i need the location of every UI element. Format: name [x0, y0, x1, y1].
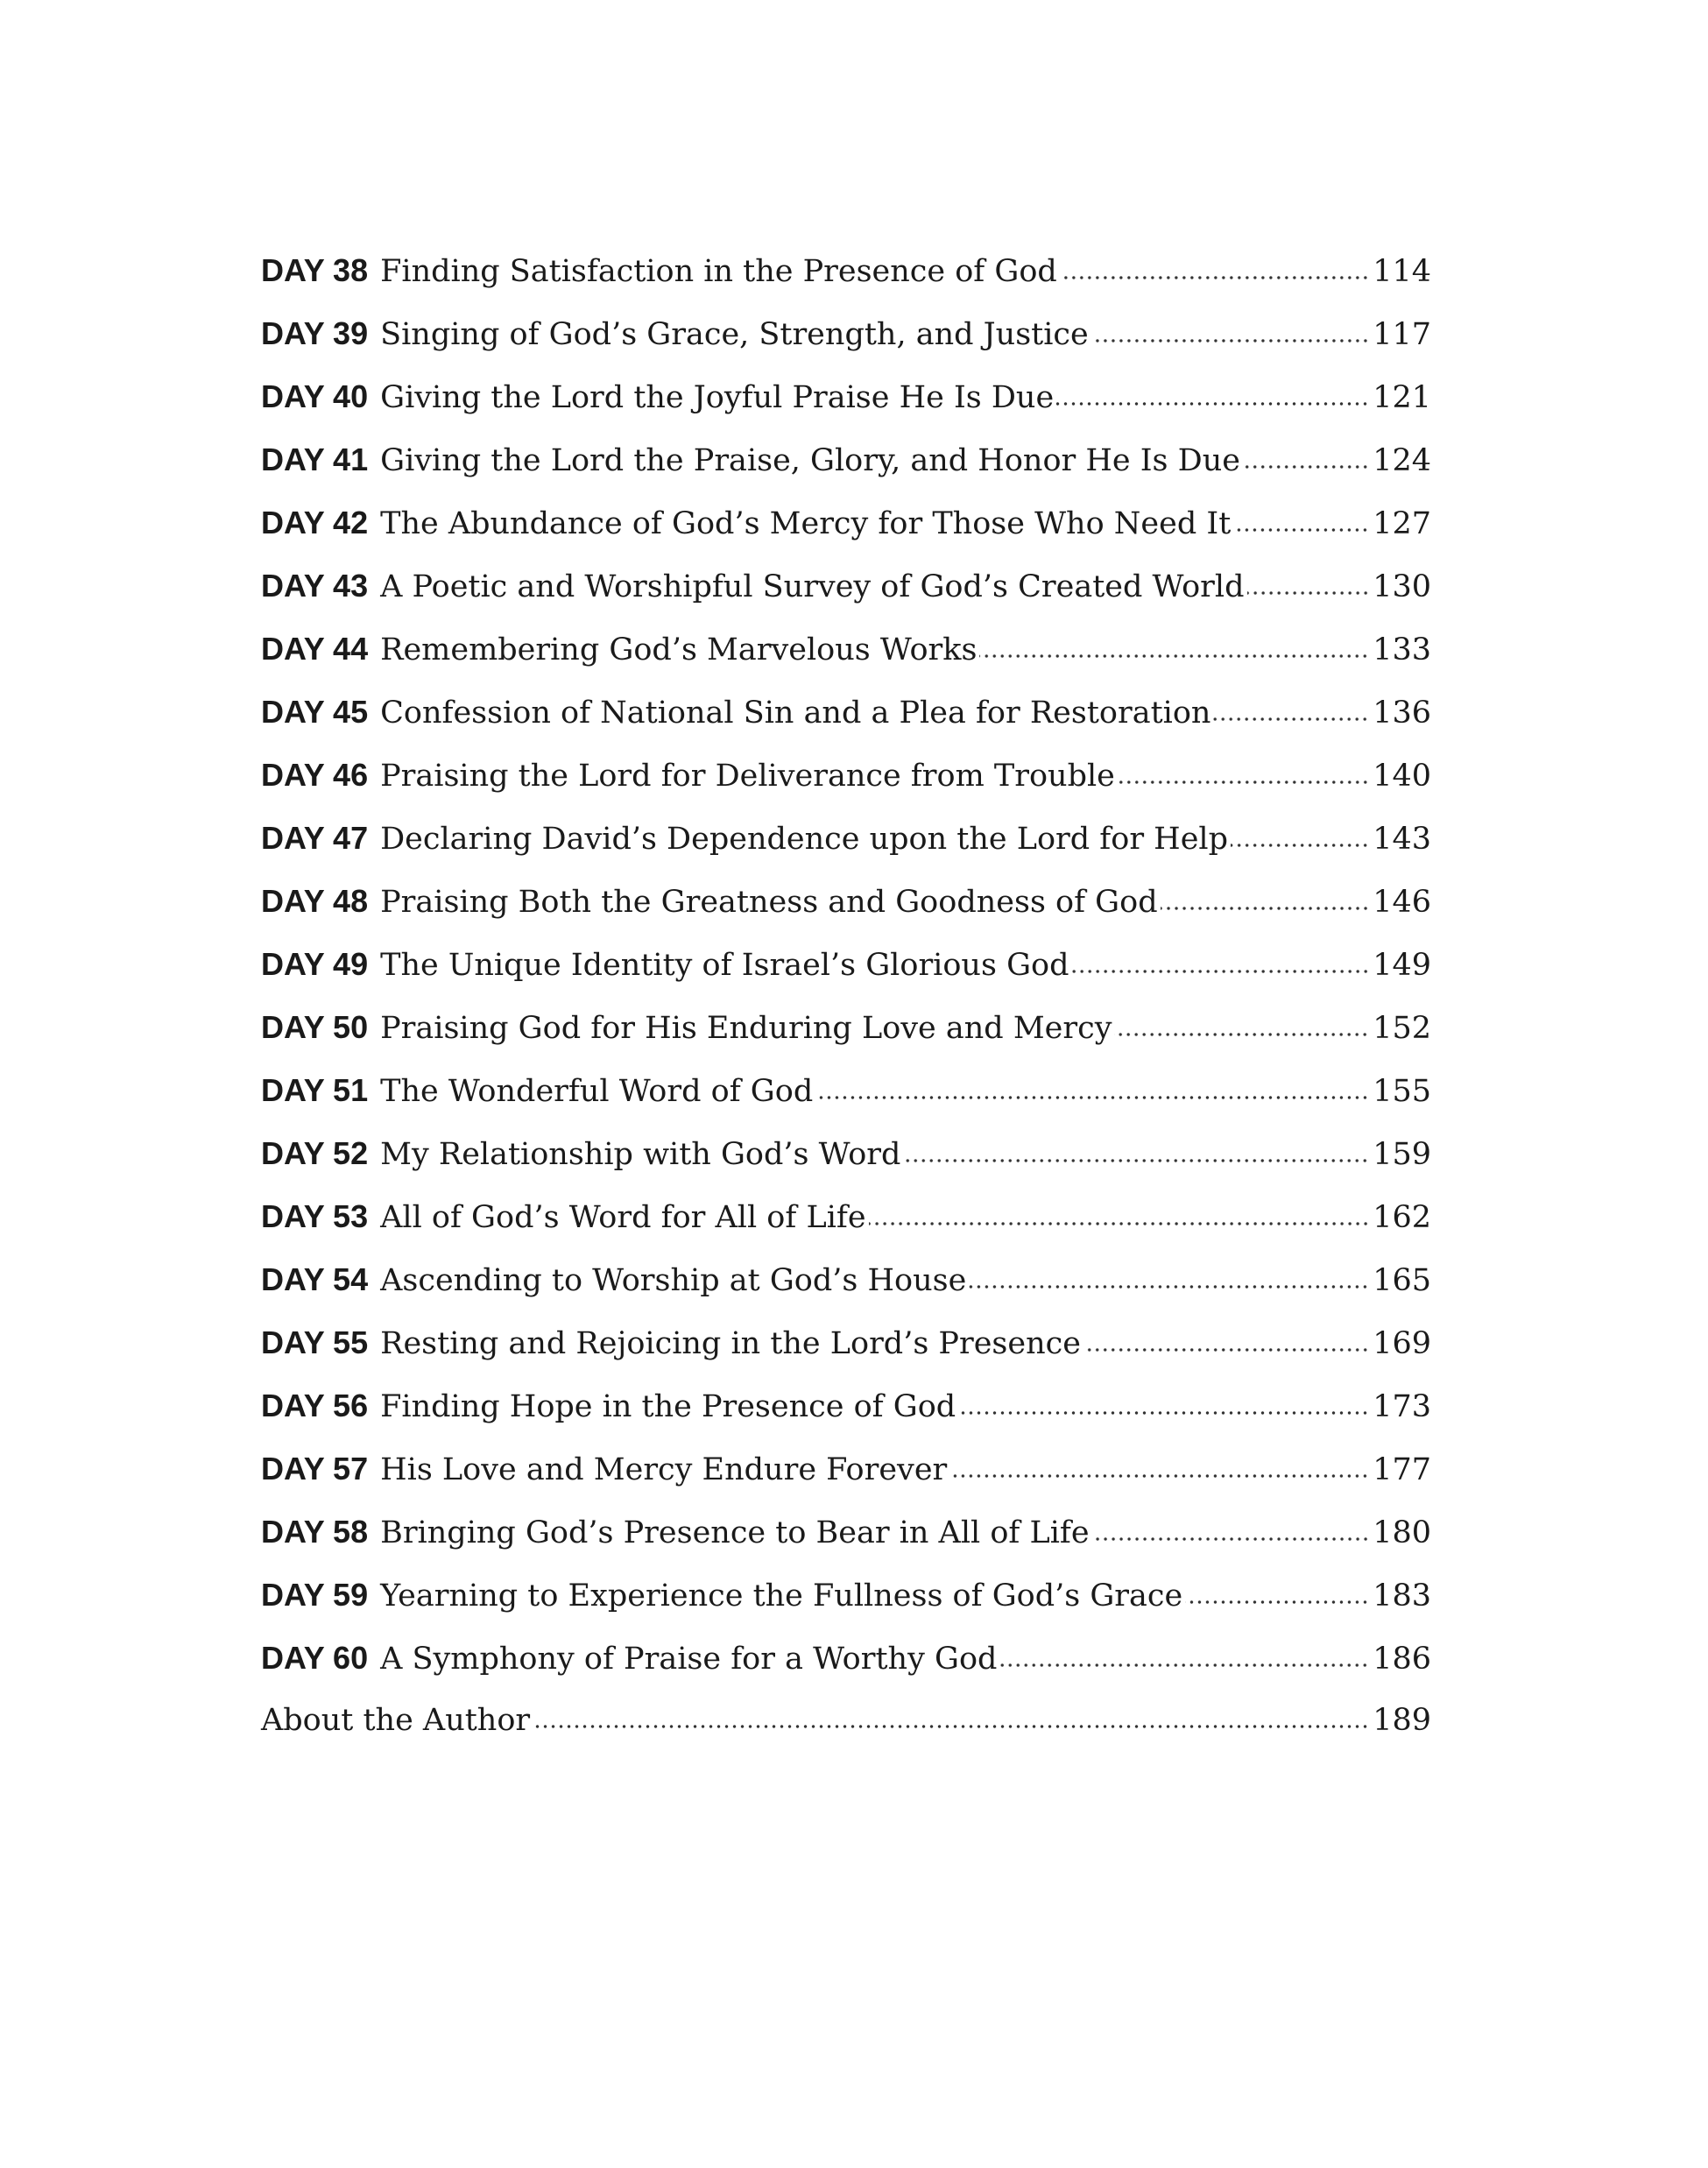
- toc-entry-title: Giving the Lord the Joyful Praise He Is Due: [380, 380, 1055, 415]
- toc-entry-title: Praising God for His Enduring Love and Mercy: [380, 1011, 1112, 1046]
- dot-leader: [1072, 968, 1370, 975]
- toc-page-number: 140: [1373, 759, 1431, 794]
- toc-page-number: 162: [1373, 1200, 1431, 1235]
- toc-entry[interactable]: [261, 1009, 1431, 1072]
- toc-day-label: DAY 60: [261, 1640, 369, 1676]
- toc-page-number: 186: [1373, 1642, 1431, 1677]
- dot-leader: [1185, 1599, 1369, 1606]
- toc-entry-title: Finding Satisfaction in the Presence of God: [380, 254, 1057, 289]
- dot-leader: [1056, 400, 1369, 407]
- dot-leader: [1114, 1031, 1369, 1038]
- toc-entry-title: Praising Both the Greatness and Goodness of God: [380, 885, 1158, 920]
- toc-page-number: 146: [1373, 885, 1431, 920]
- toc-entry-title: His Love and Mercy Endure Forever: [380, 1452, 948, 1487]
- toc-page-number: 177: [1373, 1452, 1431, 1487]
- toc-entry[interactable]: [261, 252, 1431, 315]
- toc-entry[interactable]: [261, 1703, 1431, 1766]
- toc-page-number: 136: [1373, 696, 1431, 731]
- toc-day-label: DAY 55: [261, 1324, 369, 1360]
- toc-entry-title: Singing of God’s Grace, Strength, and Justice: [380, 317, 1089, 352]
- dot-leader: [815, 1094, 1369, 1101]
- toc-page-number: 121: [1373, 380, 1431, 415]
- toc-day-label: DAY 50: [261, 1009, 369, 1045]
- toc-page-number: 159: [1373, 1137, 1431, 1172]
- dot-leader: [1231, 842, 1369, 849]
- dot-leader: [1213, 716, 1369, 723]
- toc-page-number: 165: [1373, 1263, 1431, 1298]
- toc-entry[interactable]: [261, 1135, 1431, 1198]
- toc-page-number: 173: [1373, 1389, 1431, 1424]
- toc-entry-title: My Relationship with God’s Word: [380, 1137, 901, 1172]
- toc-day-label: DAY 42: [261, 505, 369, 540]
- dot-leader: [1060, 274, 1369, 281]
- dot-leader: [1118, 779, 1369, 786]
- toc-entry[interactable]: [261, 1324, 1431, 1388]
- toc-page-number: 169: [1373, 1326, 1431, 1361]
- toc-day-label: DAY 47: [261, 820, 369, 856]
- toc-entry[interactable]: [261, 1451, 1431, 1514]
- toc-entry[interactable]: [261, 1261, 1431, 1324]
- toc-entry[interactable]: [261, 441, 1431, 505]
- toc-page-number: 149: [1373, 948, 1431, 983]
- toc-page-number: 155: [1373, 1074, 1431, 1109]
- toc-day-label: DAY 56: [261, 1388, 369, 1423]
- toc-day-label: DAY 48: [261, 883, 369, 919]
- toc-entry[interactable]: [261, 1514, 1431, 1577]
- toc-day-label: DAY 52: [261, 1135, 369, 1171]
- toc-entry[interactable]: [261, 1198, 1431, 1261]
- dot-leader: [1083, 1346, 1369, 1353]
- toc-page-number: 189: [1373, 1703, 1431, 1738]
- toc-entry[interactable]: [261, 820, 1431, 883]
- toc-day-label: DAY 43: [261, 568, 369, 604]
- toc-entry[interactable]: [261, 505, 1431, 568]
- toc-entry-title: The Wonderful Word of God: [380, 1074, 814, 1109]
- toc-entry[interactable]: [261, 378, 1431, 441]
- toc-entry-title: Resting and Rejoicing in the Lord’s Presence: [380, 1326, 1081, 1361]
- toc-entry[interactable]: [261, 1388, 1431, 1451]
- toc-day-label: DAY 49: [261, 946, 369, 982]
- dot-leader: [1247, 590, 1370, 597]
- dot-leader: [969, 1283, 1369, 1290]
- dot-leader: [958, 1409, 1369, 1416]
- toc-day-label: DAY 57: [261, 1451, 369, 1487]
- toc-page-number: 152: [1373, 1011, 1431, 1046]
- dot-leader: [1233, 526, 1369, 533]
- toc-page-number: 127: [1373, 506, 1431, 541]
- toc-page-number: 117: [1373, 317, 1431, 352]
- toc-day-label: DAY 53: [261, 1198, 369, 1234]
- toc-entry-title: All of God’s Word for All of Life: [380, 1200, 866, 1235]
- dot-leader: [1092, 1536, 1370, 1543]
- toc-day-label: DAY 59: [261, 1577, 369, 1613]
- toc-day-label: DAY 44: [261, 631, 369, 667]
- toc-day-label: DAY 38: [261, 252, 369, 288]
- toc-day-label: DAY 58: [261, 1514, 369, 1550]
- toc-page-number: 124: [1373, 443, 1431, 478]
- toc-entry-title: Declaring David’s Dependence upon the Lord for Help: [380, 822, 1229, 857]
- toc-page-number: 183: [1373, 1578, 1431, 1614]
- toc-page-number: 180: [1373, 1515, 1431, 1550]
- toc-entry-title: A Symphony of Praise for a Worthy God: [380, 1642, 998, 1677]
- dot-leader: [903, 1157, 1369, 1164]
- toc-entry-title: About the Author: [261, 1703, 531, 1738]
- toc-entry[interactable]: [261, 1640, 1431, 1703]
- toc-entry-title: Giving the Lord the Praise, Glory, and Honor He Is Due: [380, 443, 1240, 478]
- dot-leader: [1091, 337, 1369, 344]
- dot-leader: [1243, 463, 1369, 470]
- toc-entry-title: The Abundance of God’s Mercy for Those Who Need It: [380, 506, 1232, 541]
- toc-entry-title: Finding Hope in the Presence of God: [380, 1389, 956, 1424]
- toc-entry[interactable]: [261, 631, 1431, 694]
- dot-leader: [949, 1472, 1369, 1479]
- dot-leader: [979, 653, 1369, 660]
- toc-day-label: DAY 51: [261, 1072, 369, 1108]
- toc-page-number: 114: [1373, 254, 1431, 289]
- dot-leader: [533, 1723, 1369, 1730]
- toc-page-number: 133: [1373, 632, 1431, 667]
- toc-entry-title: Yearning to Experience the Fullness of God’s Grace: [380, 1578, 1183, 1614]
- toc-entry[interactable]: [261, 883, 1431, 946]
- toc-day-label: DAY 40: [261, 378, 369, 414]
- toc-entry[interactable]: [261, 1072, 1431, 1135]
- toc-day-label: DAY 46: [261, 757, 369, 793]
- toc-day-label: DAY 45: [261, 694, 369, 730]
- toc-entry[interactable]: [261, 1577, 1431, 1640]
- toc-entry[interactable]: [261, 757, 1431, 820]
- dot-leader: [869, 1220, 1370, 1227]
- toc-day-label: DAY 54: [261, 1261, 369, 1297]
- toc-entry[interactable]: [261, 315, 1431, 378]
- toc-entry[interactable]: [261, 568, 1431, 631]
- toc-entry[interactable]: [261, 694, 1431, 757]
- toc-entry-title: Remembering God’s Marvelous Works: [380, 632, 978, 667]
- toc-entry-title: Confession of National Sin and a Plea for Restoration: [380, 696, 1211, 731]
- toc-entry-title: A Poetic and Worshipful Survey of God’s Created World: [380, 569, 1245, 604]
- toc-day-label: DAY 41: [261, 441, 369, 477]
- dot-leader: [1161, 905, 1370, 912]
- dot-leader: [999, 1662, 1369, 1669]
- toc-entry-title: Praising the Lord for Deliverance from Trouble: [380, 759, 1115, 794]
- toc-entry-title: Bringing God’s Presence to Bear in All of Life: [380, 1515, 1090, 1550]
- toc-day-label: DAY 39: [261, 315, 369, 351]
- table-of-contents: [261, 252, 1431, 1766]
- toc-page-number: 130: [1373, 569, 1431, 604]
- toc-entry-title: Ascending to Worship at God’s House: [380, 1263, 967, 1298]
- toc-page-number: 143: [1373, 822, 1431, 857]
- toc-entry[interactable]: [261, 946, 1431, 1009]
- toc-entry-title: The Unique Identity of Israel’s Glorious God: [380, 948, 1069, 983]
